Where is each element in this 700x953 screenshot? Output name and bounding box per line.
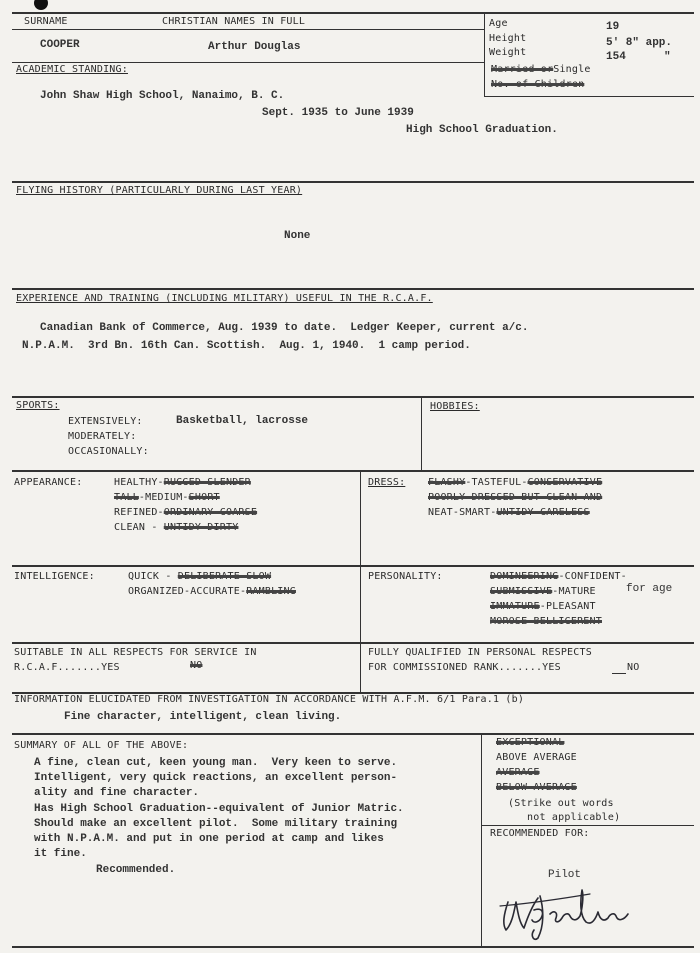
healthy-word: HEALTHY- [114, 477, 164, 488]
rule [421, 398, 422, 470]
height-label: Height [489, 33, 527, 44]
rugged-slender-struck: RUGGED-SLENDER [163, 477, 251, 488]
age-value: 19 [606, 21, 620, 33]
dress-label: DRESS: [368, 477, 406, 488]
surname-value: COOPER [40, 39, 80, 51]
rule [12, 181, 694, 183]
flying-value: None [284, 230, 311, 242]
signature [494, 880, 644, 942]
personality-line-3 [490, 600, 596, 613]
christian-names-value: Arthur Douglas [208, 41, 301, 53]
academic-label: ACADEMIC STANDING: [16, 64, 128, 75]
qualified-line-2: FOR COMMISSIONED RANK.......YES [368, 662, 561, 673]
mature-word: -MATURE [552, 586, 596, 597]
rating-exceptional-struck: EXCEPTIONAL [496, 737, 565, 748]
rule [12, 733, 694, 735]
rating-note-2: not applicable) [527, 812, 621, 823]
neat-smart-word: NEAT-SMART- [428, 507, 497, 518]
suitable-line-2: R.C.A.F.......YES [14, 662, 120, 673]
intelligence-line-1 [128, 570, 271, 583]
rule [12, 946, 694, 948]
quick-word: QUICK - [128, 571, 178, 582]
deliberate-slow-struck: DELIBERATE-SLOW [177, 571, 272, 582]
refined-word: REFINED- [114, 507, 164, 518]
experience-line-1: Canadian Bank of Commerce, Aug. 1939 to date. Ledger Keeper, current a/c. [40, 322, 529, 334]
appearance-line-1 [114, 476, 251, 489]
punch-hole [34, 0, 48, 10]
mature-note: for age [626, 583, 673, 595]
rambling-struck: RAMBLING [246, 586, 296, 597]
rule [12, 642, 694, 644]
personality-label: PERSONALITY: [368, 571, 443, 582]
intelligence-label: INTELLIGENCE: [14, 571, 95, 582]
ordinary-coarse-struck: ORDINARY-COARSE [163, 507, 258, 518]
personality-line-1 [490, 570, 627, 583]
married-struck: Married or [491, 64, 554, 75]
christian-names-label: CHRISTIAN NAMES IN FULL [162, 16, 306, 27]
rule [12, 29, 484, 30]
appearance-line-3 [114, 506, 257, 519]
sports-extensively-label: EXTENSIVELY: [68, 416, 143, 427]
appearance-line-4 [114, 521, 238, 534]
summary-line: A fine, clean cut, keen young man. Very keen to serve. [34, 757, 398, 769]
summary-line: ality and fine character. [34, 787, 200, 800]
untidy-careless-struck: UNTIDY-CARELESS [496, 507, 590, 518]
info-value: Fine character, intelligent, clean living. [64, 711, 342, 723]
rule [484, 96, 694, 97]
hobbies-label: HOBBIES: [430, 401, 480, 412]
qualified-no: NO [627, 662, 640, 673]
summary-line: Should make an excellent pilot. Some military training [34, 817, 398, 830]
suitable-line-1: SUITABLE IN ALL RESPECTS FOR SERVICE IN [14, 647, 257, 658]
summary-text [34, 756, 404, 862]
personality-line-2 [490, 585, 596, 598]
qualified-no-blank [612, 673, 626, 674]
summary-line: Intelligent, very quick reactions, an excellent person- [34, 772, 398, 785]
academic-school: John Shaw High School, Nanaimo, B. C. [40, 90, 285, 102]
summary-label: SUMMARY OF ALL OF THE ABOVE: [14, 740, 189, 751]
appearance-line-2 [114, 491, 220, 504]
academic-dates: Sept. 1935 to June 1939 [262, 107, 414, 119]
medium-word: -MEDIUM- [138, 492, 189, 503]
age-label: Age [489, 18, 508, 29]
confident-word: -CONFIDENT- [558, 571, 627, 582]
recommended-for-value: Pilot [548, 869, 582, 881]
weight-label: Weight [489, 47, 527, 58]
flying-label: FLYING HISTORY (PARTICULARLY DURING LAST YEAR) [16, 185, 303, 196]
weight-value: 154 [606, 51, 626, 63]
sports-moderately-label: MODERATELY: [68, 431, 137, 442]
height-value: 5' 8" app. [606, 37, 673, 49]
rating-below-struck: BELOW AVERAGE [496, 782, 577, 793]
intelligence-line-2 [128, 585, 296, 598]
children-struck: No. of Children [491, 79, 585, 90]
poorly-dressed-struck: POORLY DRESSED BUT CLEAN AND [428, 492, 603, 503]
conservative-struck: CONSERVATIVE [527, 477, 603, 488]
rating-note-1: (Strike out words [508, 798, 614, 809]
academic-result: High School Graduation. [406, 124, 558, 136]
weight-ditto: " [664, 51, 671, 63]
domineering-struck: DOMINEERING [490, 571, 559, 582]
flashy-struck: FLASHY [428, 477, 466, 488]
organized-word: ORGANIZED-ACCURATE- [128, 586, 247, 597]
tasteful-word: -TASTEFUL- [465, 477, 528, 488]
qualified-line-1: FULLY QUALIFIED IN PERSONAL RESPECTS [368, 647, 592, 658]
suitable-no-struck: NO [190, 660, 203, 671]
dress-line-1 [428, 476, 602, 489]
rule [12, 12, 694, 14]
rule [481, 735, 482, 947]
submissive-struck: SUBMISSIVE [490, 586, 553, 597]
rule [12, 288, 694, 290]
untidy-dirty-struck: UNTIDY-DIRTY [163, 522, 239, 533]
short-struck: SHORT [188, 492, 220, 503]
dress-line-3 [428, 506, 590, 519]
rule [481, 825, 694, 826]
sports-extensively-value: Basketball, lacrosse [176, 415, 309, 427]
marital-status [491, 63, 591, 76]
experience-line-2: N.P.A.M. 3rd Bn. 16th Can. Scottish. Aug. 1, 1940. 1 camp period. [22, 340, 471, 352]
immature-struck: IMMATURE [490, 601, 540, 612]
rule [12, 565, 694, 567]
tall-struck: TALL [114, 492, 139, 503]
summary-line: Has High School Graduation--equivalent of Junior Matric. [34, 802, 404, 815]
recommended-for-label: RECOMMENDED FOR: [490, 828, 590, 839]
rule [12, 396, 694, 398]
summary-line: it fine. [34, 848, 87, 861]
summary-recommended: Recommended. [96, 864, 176, 876]
single-value: Single [553, 64, 591, 75]
appearance-label: APPEARANCE: [14, 477, 83, 488]
clean-word: CLEAN - [114, 522, 164, 533]
experience-label: EXPERIENCE AND TRAINING (INCLUDING MILITARY) USEFUL IN THE R.C.A.F. [16, 293, 433, 304]
morose-belligerent-struck: MOROSE-BELLIGERENT [490, 616, 602, 627]
info-label: INFORMATION ELUCIDATED FROM INVESTIGATION IN ACCORDANCE WITH A.F.M. 6/1 Para.1 (b) [14, 694, 525, 705]
rating-above-average: ABOVE AVERAGE [496, 752, 577, 763]
pleasant-word: -PLEASANT [539, 601, 596, 612]
rule [12, 470, 694, 472]
rating-average-struck: AVERAGE [496, 767, 540, 778]
rule [360, 472, 361, 694]
surname-label: SURNAME [24, 16, 68, 27]
rule [484, 12, 485, 96]
sports-occasionally-label: OCCASIONALLY: [68, 446, 149, 457]
summary-line: with N.P.A.M. and put in one period at camp and likes [34, 833, 384, 846]
sports-label: SPORTS: [16, 400, 60, 411]
